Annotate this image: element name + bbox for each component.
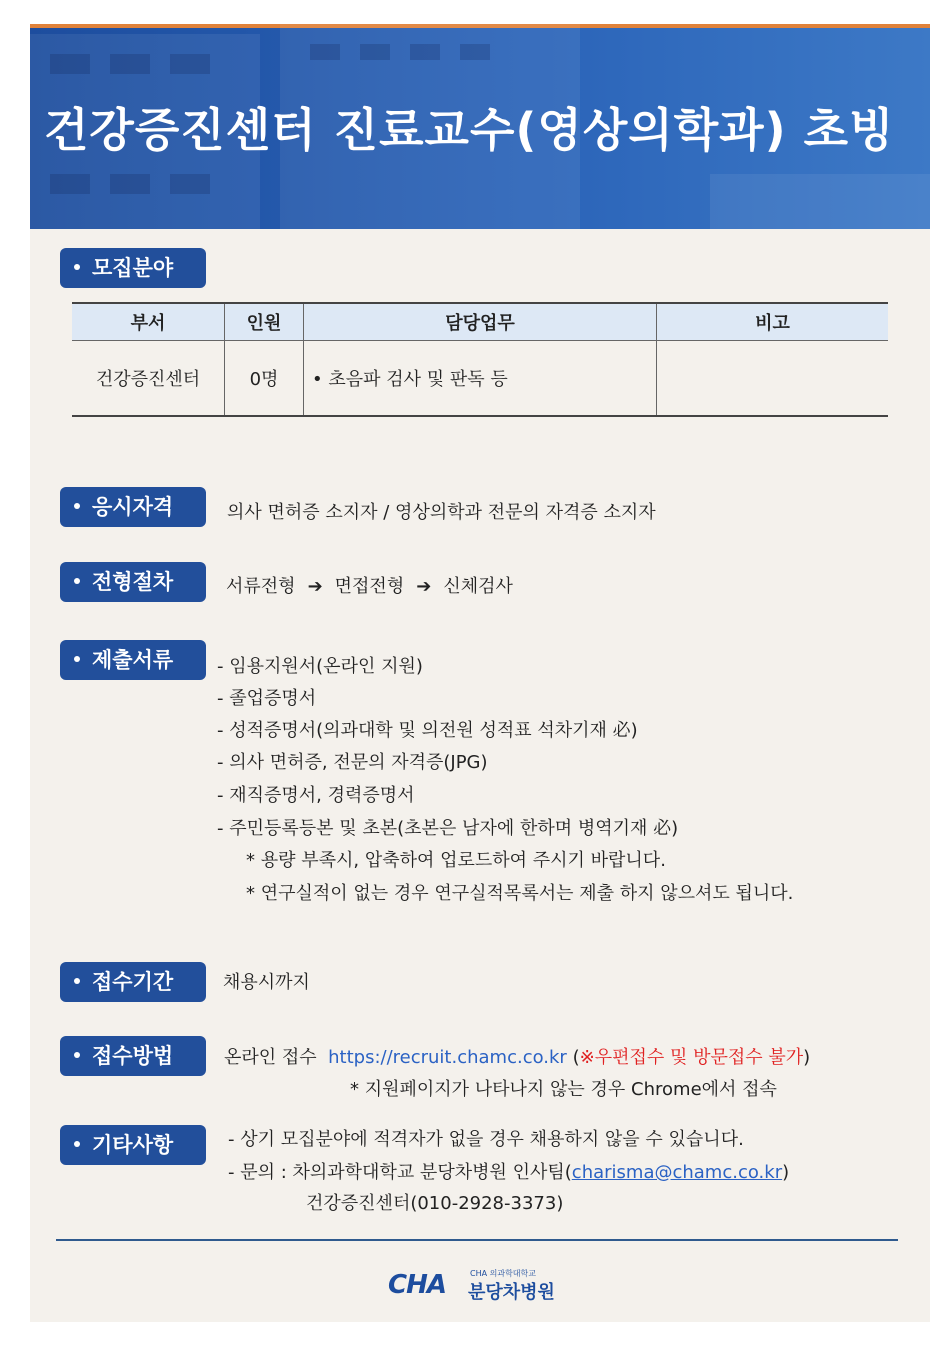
bullet-icon: [74, 656, 80, 662]
header-banner: [30, 24, 930, 229]
document-item: - 성적증명서(의과대학 및 의전원 성적표 석차기재 必): [217, 720, 638, 741]
paren-close: ): [803, 1047, 811, 1068]
section-badge-qualification: 응시자격: [60, 487, 206, 527]
section-badge-documents: 제출서류: [60, 640, 206, 680]
paren-open: (: [572, 1047, 580, 1068]
section-badge-method: 접수방법: [60, 1036, 206, 1076]
bullet-icon: [74, 1141, 80, 1147]
table-header-note: 비고: [657, 303, 889, 341]
document-item: - 졸업증명서: [217, 688, 317, 709]
process-step: 신체검사: [443, 576, 513, 597]
recruitment-notice: [30, 24, 930, 1322]
qualification-text: 의사 면허증 소지자 / 영상의학과 전문의 자격증 소지자: [227, 502, 656, 523]
section-badge-recruit-field: 모집분야: [60, 248, 206, 288]
arrow-right-icon: ➔: [307, 576, 323, 597]
cell-count: 0명: [225, 341, 304, 417]
document-note: * 연구실적이 없는 경우 연구실적목록서는 제출 하지 않으셔도 됩니다.: [246, 883, 794, 904]
document-item: - 주민등록등본 및 초본(초본은 남자에 한하며 병역기재 必): [217, 818, 679, 839]
table-header-row: [72, 303, 888, 341]
bullet-icon: [74, 978, 80, 984]
document-item: - 재직증명서, 경력증명서: [217, 785, 415, 806]
document-item: - 임용지원서(온라인 지원): [217, 656, 423, 677]
bullet-icon: [74, 503, 80, 509]
section-badge-period: 접수기간: [60, 962, 206, 1002]
process-step: 면접전형: [334, 576, 405, 597]
period-text: 채용시까지: [223, 972, 310, 993]
process-step: 서류전형: [226, 576, 296, 597]
bullet-icon: [74, 1052, 80, 1058]
process-steps: [226, 572, 513, 598]
cell-note: [657, 341, 889, 417]
hospital-logo: [388, 1262, 588, 1302]
contact-email-link[interactable]: charisma@chamc.co.kr: [571, 1162, 783, 1183]
table-row: [72, 341, 888, 417]
footer-divider: [56, 1239, 898, 1241]
section-badge-other: 기타사항: [60, 1125, 206, 1165]
other-line-3: 건강증진센터(010-2928-3373): [306, 1193, 564, 1214]
table-header-count: 인원: [225, 303, 304, 341]
other-line-1: - 상기 모집분야에 적격자가 없을 경우 채용하지 않을 수 있습니다.: [228, 1129, 744, 1150]
table-header-dept: 부서: [72, 303, 225, 341]
contact-suffix: ): [782, 1162, 790, 1183]
recruit-table: [72, 302, 888, 417]
contact-prefix: - 문의 : 차의과학대학교 분당차병원 인사팀(: [228, 1162, 572, 1183]
logo-subtext: CHA 의과학대학교: [470, 1269, 536, 1278]
arrow-right-icon: ➔: [416, 576, 432, 597]
table-header-duty: 담당업무: [304, 303, 657, 341]
method-prefix: 온라인 접수: [224, 1047, 317, 1068]
section-badge-process: 전형절차: [60, 562, 206, 602]
document-item: - 의사 면허증, 전문의 자격증(JPG): [217, 752, 488, 773]
cell-dept: 건강증진센터: [72, 341, 225, 417]
method-line: [224, 1043, 810, 1069]
bullet-icon: [74, 264, 80, 270]
method-warning: ※우편접수 및 방문접수 불가: [579, 1047, 804, 1068]
bullet-icon: [74, 578, 80, 584]
cell-duty: • 초음파 검사 및 판독 등: [304, 341, 657, 417]
recruit-url-link[interactable]: https://recruit.chamc.co.kr: [328, 1047, 567, 1068]
other-line-2: [228, 1158, 789, 1184]
page-title: 건강증진센터 진료교수(영상의학과) 초빙: [44, 103, 895, 157]
cha-logo-mark: CHA: [388, 1270, 446, 1300]
document-note: * 용량 부족시, 압축하여 업로드하여 주시기 바랍니다.: [246, 850, 666, 871]
logo-hospital-name: 분당차병원: [468, 1282, 555, 1303]
method-note: * 지원페이지가 나타나지 않는 경우 Chrome에서 접속: [350, 1079, 777, 1100]
